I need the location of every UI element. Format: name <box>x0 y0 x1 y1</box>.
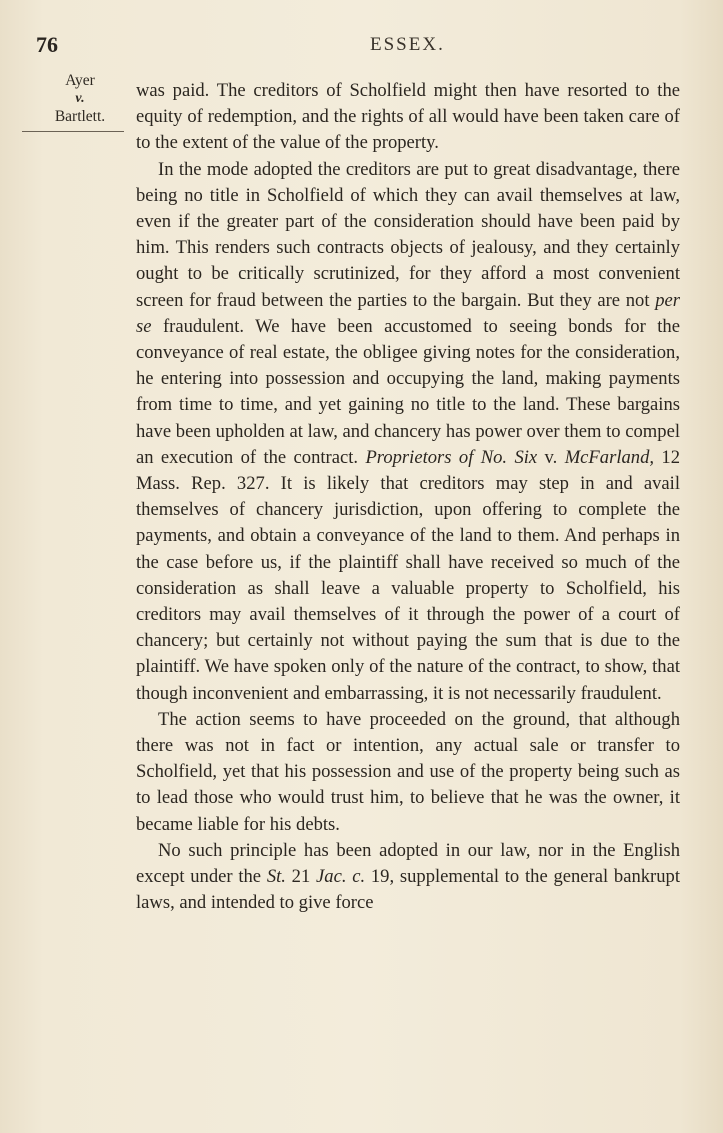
margin-divider <box>22 131 124 132</box>
margin-versus: v. <box>75 91 85 106</box>
case-margin-note <box>30 72 130 126</box>
paragraph-2-text-4: 12 Mass. Rep. 327. It is likely that creditors may step in and avail themselves of chancery jurisdiction, upon offering to complete the payments, and obtain a conveyance of the land to them. And perhaps in the case before us, if the plaintiff shall have received so much of the consideration as shall leave a valuable property to Scholfield, his creditors may avail themselves of it through the power of a court of chancery; but certainly not without paying the sum that is due to the plaintiff. We have spoken only of the nature of the contract, to show, that though inconvenient and embarrassing, it is not necessarily fraudulent. <box>136 446 680 704</box>
margin-plaintiff: Ayer <box>65 72 95 89</box>
paragraph-3: The action seems to have proceeded on the ground, that although there was not in fact or intention, any actual sale or transfer to Scholfield, yet that his possession and use of the property being such as to lead those who would trust him, to believe that he was the owner, it became liable for his debts. <box>136 708 680 835</box>
paragraph-2-italic-per-se: per se <box>136 289 680 337</box>
paragraph-2 <box>136 157 680 707</box>
margin-defendant: Bartlett. <box>54 108 106 125</box>
paragraph-2-italic-case-name: Proprietors of No. Six <box>365 446 538 468</box>
paragraph-4-text-3: 19, supplemental to the general bankrupt laws, and intended to give force <box>136 866 680 914</box>
body-text <box>136 78 680 917</box>
paragraph-4-italic-chapter: Jac. c. <box>316 866 366 888</box>
running-title: ESSEX. <box>370 34 445 55</box>
paragraph-2-italic-defendant: McFarland, <box>564 446 655 468</box>
paragraph-4-text-2: 21 <box>285 866 317 888</box>
paragraph-2-text-3: v. <box>537 446 565 468</box>
page-number: 76 <box>36 32 58 57</box>
paragraph-2-text-1: In the mode adopted the creditors are put to great disadvantage, there being no title in Scholfield of which they can avail themselves at law, even if the greater part of the consideration should have been paid by him. This renders such contracts objects of jealousy, and they certainly ought to be critically scrutinized, for they afford a most convenient screen for fraud between the parties to the bargain. But they are not <box>136 158 680 311</box>
paragraph-4-italic-statute: St. <box>266 866 286 888</box>
paragraph-4 <box>136 838 680 917</box>
paragraph-2-text-2: fraudulent. We have been accustomed to seeing bonds for the conveyance of real estate, the obligee giving notes for the consideration, he entering into possession and occupying the land, making payments from time to time, and yet gaining no title to the land. These bargains have been upholden at law, and chancery has power over them to compel an execution of the contract. <box>136 315 680 468</box>
paragraph-4-text-1: No such principle has been adopted in our law, nor in the English except under the <box>136 839 680 888</box>
paragraph-1: was paid. The creditors of Scholfield might then have resorted to the equity of redemption, and the rights of all would have been taken care of to the extent of the value of the property. <box>136 80 680 154</box>
